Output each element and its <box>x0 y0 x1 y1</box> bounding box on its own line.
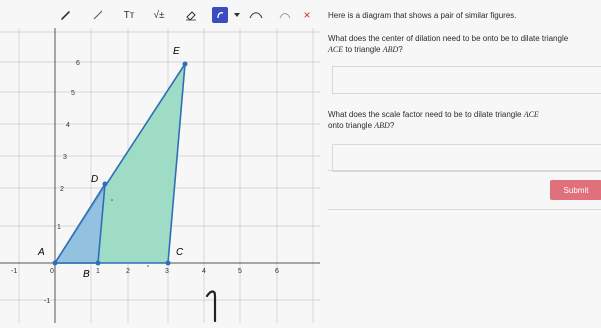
redo-arc-icon[interactable] <box>247 6 265 24</box>
label-a: A <box>38 247 45 258</box>
question-2-text: onto triangle <box>328 121 373 130</box>
stray-mark <box>111 199 113 201</box>
triangle-name: ABD <box>382 45 399 54</box>
chevron-down-icon[interactable] <box>232 6 242 24</box>
point-e <box>183 62 188 67</box>
point-d <box>103 182 108 187</box>
y-tick: 6 <box>76 60 80 67</box>
question-1-text: to triangle <box>345 45 381 54</box>
handwritten-stroke <box>207 292 215 322</box>
pen-icon[interactable] <box>58 6 74 24</box>
x-tick: 5 <box>238 268 242 275</box>
submit-button[interactable]: Submit <box>550 180 601 200</box>
y-tick: 4 <box>66 122 70 129</box>
stray-mark <box>147 265 149 267</box>
x-tick: 1 <box>96 268 100 275</box>
x-tick: 0 <box>50 268 54 275</box>
y-tick: 2 <box>60 186 64 193</box>
eraser-icon[interactable] <box>183 6 199 24</box>
graph-svg <box>0 28 320 323</box>
question-1-text: What does the center of dilation need to be onto be to dilate triangle <box>328 34 569 43</box>
x-tick: 6 <box>275 268 279 275</box>
label-b: B <box>83 269 90 280</box>
text-tool-button[interactable]: Tт <box>123 9 135 21</box>
y-tick: -1 <box>44 298 51 305</box>
triangle-name: ACE <box>328 45 344 54</box>
intro-text: Here is a diagram that shows a pair of similar figures. <box>328 11 517 20</box>
coordinate-graph[interactable] <box>0 28 320 323</box>
triangle-name: ACE <box>523 110 539 119</box>
sqrt-tool-button[interactable]: √± <box>153 9 165 21</box>
question-2-text: What does the scale factor need to be to dilate triangle <box>328 110 522 119</box>
label-d: D <box>91 174 99 185</box>
triangle-abd <box>55 184 105 263</box>
point-b <box>96 261 101 266</box>
question-mark: ? <box>398 45 403 54</box>
label-c: C <box>176 247 184 258</box>
x-tick: 4 <box>202 268 206 275</box>
x-tick: 2 <box>126 268 130 275</box>
question-2 <box>328 109 596 131</box>
divider <box>328 209 601 210</box>
undo-icon[interactable] <box>212 7 228 23</box>
line-icon[interactable] <box>90 6 106 24</box>
point-a <box>53 261 58 266</box>
x-tick: 3 <box>165 268 169 275</box>
y-tick: 3 <box>63 154 67 161</box>
answer-input-2[interactable] <box>332 144 601 172</box>
question-1 <box>328 33 596 55</box>
close-icon[interactable]: × <box>303 8 311 22</box>
point-c <box>166 261 171 266</box>
question-panel <box>328 0 601 323</box>
divider <box>328 170 601 171</box>
drawing-toolbar <box>0 0 320 30</box>
label-e: E <box>173 46 180 57</box>
arc-icon[interactable] <box>277 6 293 24</box>
y-tick: 1 <box>57 224 61 231</box>
y-tick: 5 <box>71 90 75 97</box>
answer-input-1[interactable] <box>332 66 601 94</box>
question-mark: ? <box>389 121 395 130</box>
triangle-name: ABD <box>374 121 390 130</box>
x-tick: -1 <box>11 268 18 275</box>
